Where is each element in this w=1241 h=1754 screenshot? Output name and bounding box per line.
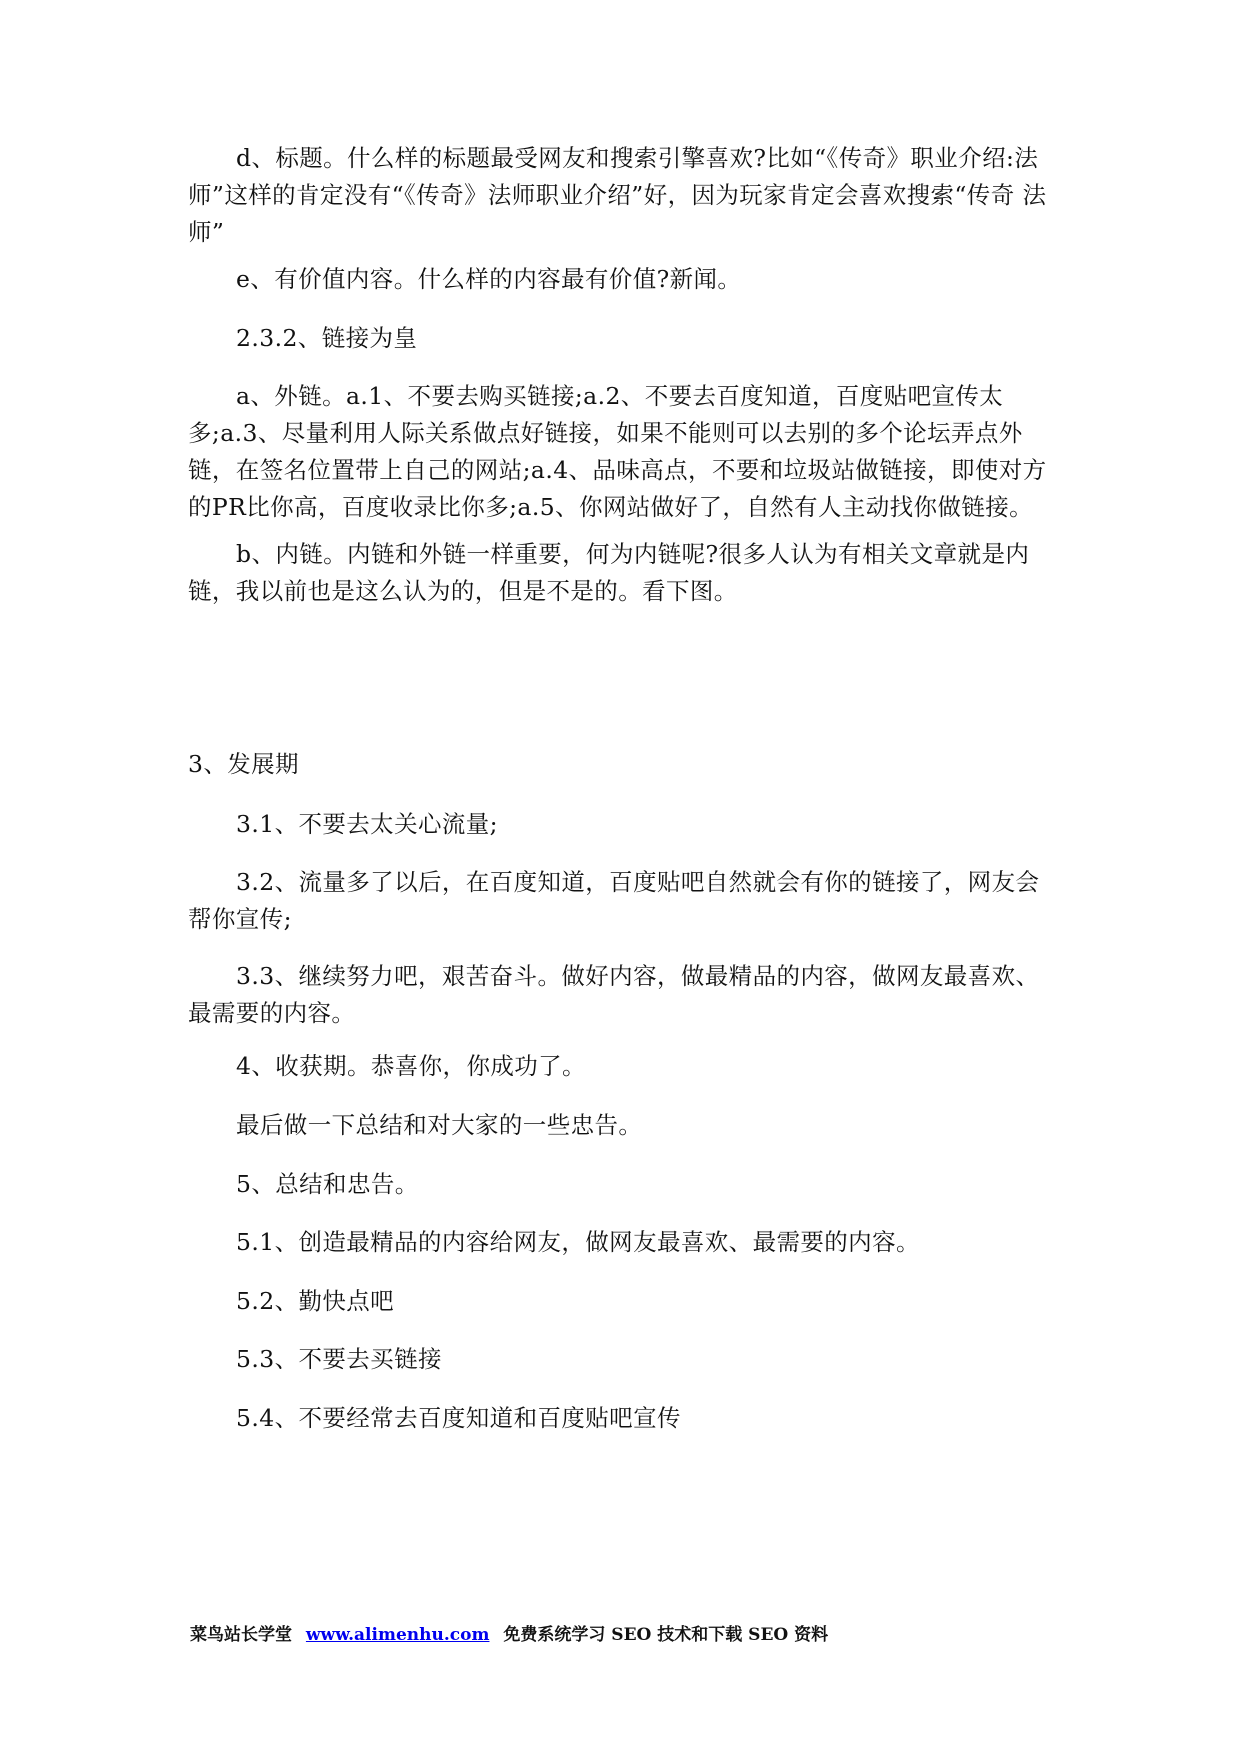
footer-tagline: 免费系统学习 SEO 技术和下载 SEO 资料 [503, 1625, 829, 1645]
paragraph-3-3: 3.3、继续努力吧，艰苦奋斗。做好内容，做最精品的内容，做网友最喜欢、最需要的内容。 [188, 962, 1040, 1027]
heading-development-phase: 3、发展期 [188, 750, 299, 778]
paragraph-external-links: a、外链。a.1、不要去购买链接;a.2、不要去百度知道，百度贴吧宣传太多;a.3、尽量利用人际关系做点好链接，如果不能则可以去别的多个论坛弄点外链，在签名位置带上自己的网站;a.4、品味高点，不要和垃圾站做链接，即使对方的PR比你高，百度收录比你多;a.5、你网站做好了，自然有人主动找你做链接。 [188, 382, 1047, 521]
page-footer [190, 1620, 828, 1645]
paragraph-internal-links: b、内链。内链和外链一样重要，何为内链呢?很多人认为有相关文章就是内链，我以前也是这么认为的，但是不是的。看下图。 [188, 540, 1030, 605]
footer-site-name: 菜鸟站长学堂 [190, 1625, 292, 1645]
paragraph-title-tips: d、标题。什么样的标题最受网友和搜索引擎喜欢?比如“《传奇》职业介绍:法师”这样的肯定没有“《传奇》法师职业介绍”好，因为玩家肯定会喜欢搜索“传奇 法师” [188, 144, 1047, 246]
paragraph-valuable-content: e、有价值内容。什么样的内容最有价值?新闻。 [236, 265, 742, 293]
paragraph-5-3: 5.3、不要去买链接 [236, 1345, 442, 1373]
paragraph-5-1: 5.1、创造最精品的内容给网友，做网友最喜欢、最需要的内容。 [236, 1228, 920, 1256]
footer-url-link[interactable]: www.alimenhu.com [305, 1625, 490, 1645]
paragraph-summary-intro: 最后做一下总结和对大家的一些忠告。 [236, 1111, 643, 1139]
heading-summary-advice: 5、总结和忠告。 [236, 1170, 419, 1198]
paragraph-harvest-phase: 4、收获期。恭喜你，你成功了。 [236, 1052, 586, 1080]
paragraph-5-4: 5.4、不要经常去百度知道和百度贴吧宣传 [236, 1404, 681, 1432]
paragraph-5-2: 5.2、勤快点吧 [236, 1287, 395, 1315]
paragraph-3-2: 3.2、流量多了以后，在百度知道，百度贴吧自然就会有你的链接了，网友会帮你宣传; [188, 868, 1040, 933]
heading-2-3-2: 2.3.2、链接为皇 [236, 324, 418, 352]
paragraph-3-1: 3.1、不要去太关心流量; [236, 810, 498, 838]
